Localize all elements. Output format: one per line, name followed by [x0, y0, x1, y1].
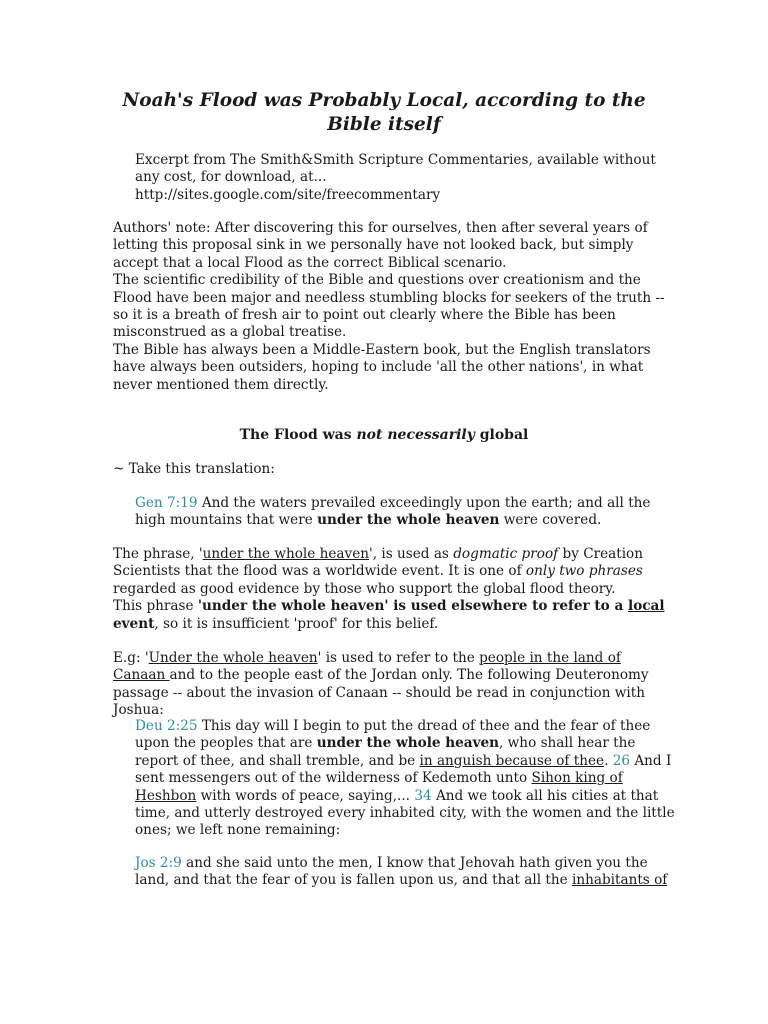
- excerpt-block: [135, 152, 675, 204]
- phrase-i1: dogmatic proof: [453, 546, 559, 562]
- phrase-t5: This phrase: [113, 598, 198, 615]
- eg-t2: ' is used to refer to the: [317, 650, 480, 666]
- deu-ref-34-link[interactable]: 34: [414, 787, 432, 804]
- eg-u1: Under the whole heaven: [148, 650, 318, 666]
- authors-note-p3: The Bible has always been a Middle-Eastern book, but the English translators have always been outsiders, hoping to include 'all the other nations', in what never mentioned them directly.: [113, 341, 651, 393]
- section-heading-post: global: [474, 427, 529, 443]
- authors-note: [113, 220, 673, 394]
- deu-t3: .: [604, 752, 613, 769]
- excerpt-text: Excerpt from The Smith&Smith Scripture Commentaries, available without any cost, for download, at...: [135, 152, 656, 186]
- section-heading: [113, 427, 655, 444]
- phrase-b1: 'under the whole heaven' is used elsewhere to refer to a: [197, 598, 629, 615]
- deu-verse: [135, 718, 675, 840]
- gen-ref-link[interactable]: Gen 7:19: [135, 495, 198, 511]
- deu-ref-26-link[interactable]: 26: [612, 752, 631, 769]
- phrase-b3: event: [113, 615, 155, 632]
- deu-t5: with words of peace, saying,...: [196, 787, 415, 804]
- jos-ref-link[interactable]: Jos 2:9: [135, 855, 182, 871]
- section-heading-emph: not necessarily: [356, 427, 475, 443]
- gen-bold: under the whole heaven: [317, 512, 500, 529]
- deu-t1: This day will I begin to put the dread of thee and the fear of thee upon the peoples that are: [135, 718, 651, 752]
- eg-t3: and to the people east of the Jordan only. The following Deuteronomy passage -- about the invasion of Canaan -- should be read in conjunction with Joshua:: [113, 667, 649, 719]
- authors-note-p2: The scientific credibility of the Bible and questions over creationism and the Flood have been major and needless stumbling blocks for seekers of the truth -- so it is a breath of fresh air to point out clearly where the Bible has been misconstrued as a global treatise.: [113, 272, 665, 341]
- eg-paragraph: [113, 650, 673, 720]
- phrase-paragraph: [113, 546, 673, 633]
- deu-t4: And I sent messengers out of the wilderness of Kedemoth unto: [135, 752, 672, 787]
- page-title: Noah's Flood was Probably Local, according to the Bible itself: [122, 90, 646, 135]
- deu-bold: under the whole heaven: [316, 735, 500, 752]
- section-heading-pre: The Flood was: [239, 427, 357, 443]
- deu-t2: , who shall hear the report of thee, and shall tremble, and be: [135, 735, 636, 769]
- phrase-para-line-1: [113, 546, 673, 598]
- phrase-t6: , so it is insufficient 'proof' for this belief.: [154, 615, 439, 632]
- phrase-t4: regarded as good evidence by those who support the global flood theory.: [113, 580, 616, 597]
- phrase-para-line-2: [113, 598, 673, 633]
- gen-text-1: And the waters prevailed exceedingly upon the earth; and all the high mountains that were: [135, 495, 651, 529]
- phrase-i2: only two phrases: [525, 563, 643, 580]
- eg-u2: people in the land of Canaan: [113, 650, 621, 684]
- jos-t1: and she said unto the men, I know that Jehovah hath given you the land, and that the fear of you is fallen upon us, and that all the: [135, 855, 648, 889]
- deu-ref-link[interactable]: Deu 2:25: [135, 718, 198, 734]
- jos-verse: [135, 855, 675, 890]
- phrase-b2u: local: [628, 598, 665, 615]
- jos-u1: inhabitants of: [571, 872, 668, 889]
- gen-verse: [135, 495, 675, 530]
- phrase-t1: The phrase, ': [113, 546, 203, 562]
- authors-note-p1: Authors' note: After discovering this for ourselves, then after several years of letting this proposal sink in we personally have not looked back, but simply accept that a local Flood as the correct Biblical scenario.: [113, 220, 648, 271]
- deu-t6: And we took all his cities at that time, and utterly destroyed every inhabited city, with the women and the little ones; we left none remaining:: [135, 787, 675, 839]
- phrase-t3: by Creation Scientists that the flood was a worldwide event. It is one of: [113, 546, 643, 580]
- take-line: ~ Take this translation:: [113, 461, 275, 477]
- gen-text-2: were covered.: [499, 512, 602, 529]
- excerpt-url[interactable]: http://sites.google.com/site/freecommentary: [135, 186, 441, 203]
- deu-u2: Sihon king of Heshbon: [135, 770, 623, 804]
- phrase-t2: ', is used as: [369, 546, 454, 562]
- deu-u1: in anguish because of thee: [419, 752, 605, 769]
- phrase-u1: under the whole heaven: [202, 546, 369, 562]
- eg-t1: E.g: ': [113, 650, 149, 666]
